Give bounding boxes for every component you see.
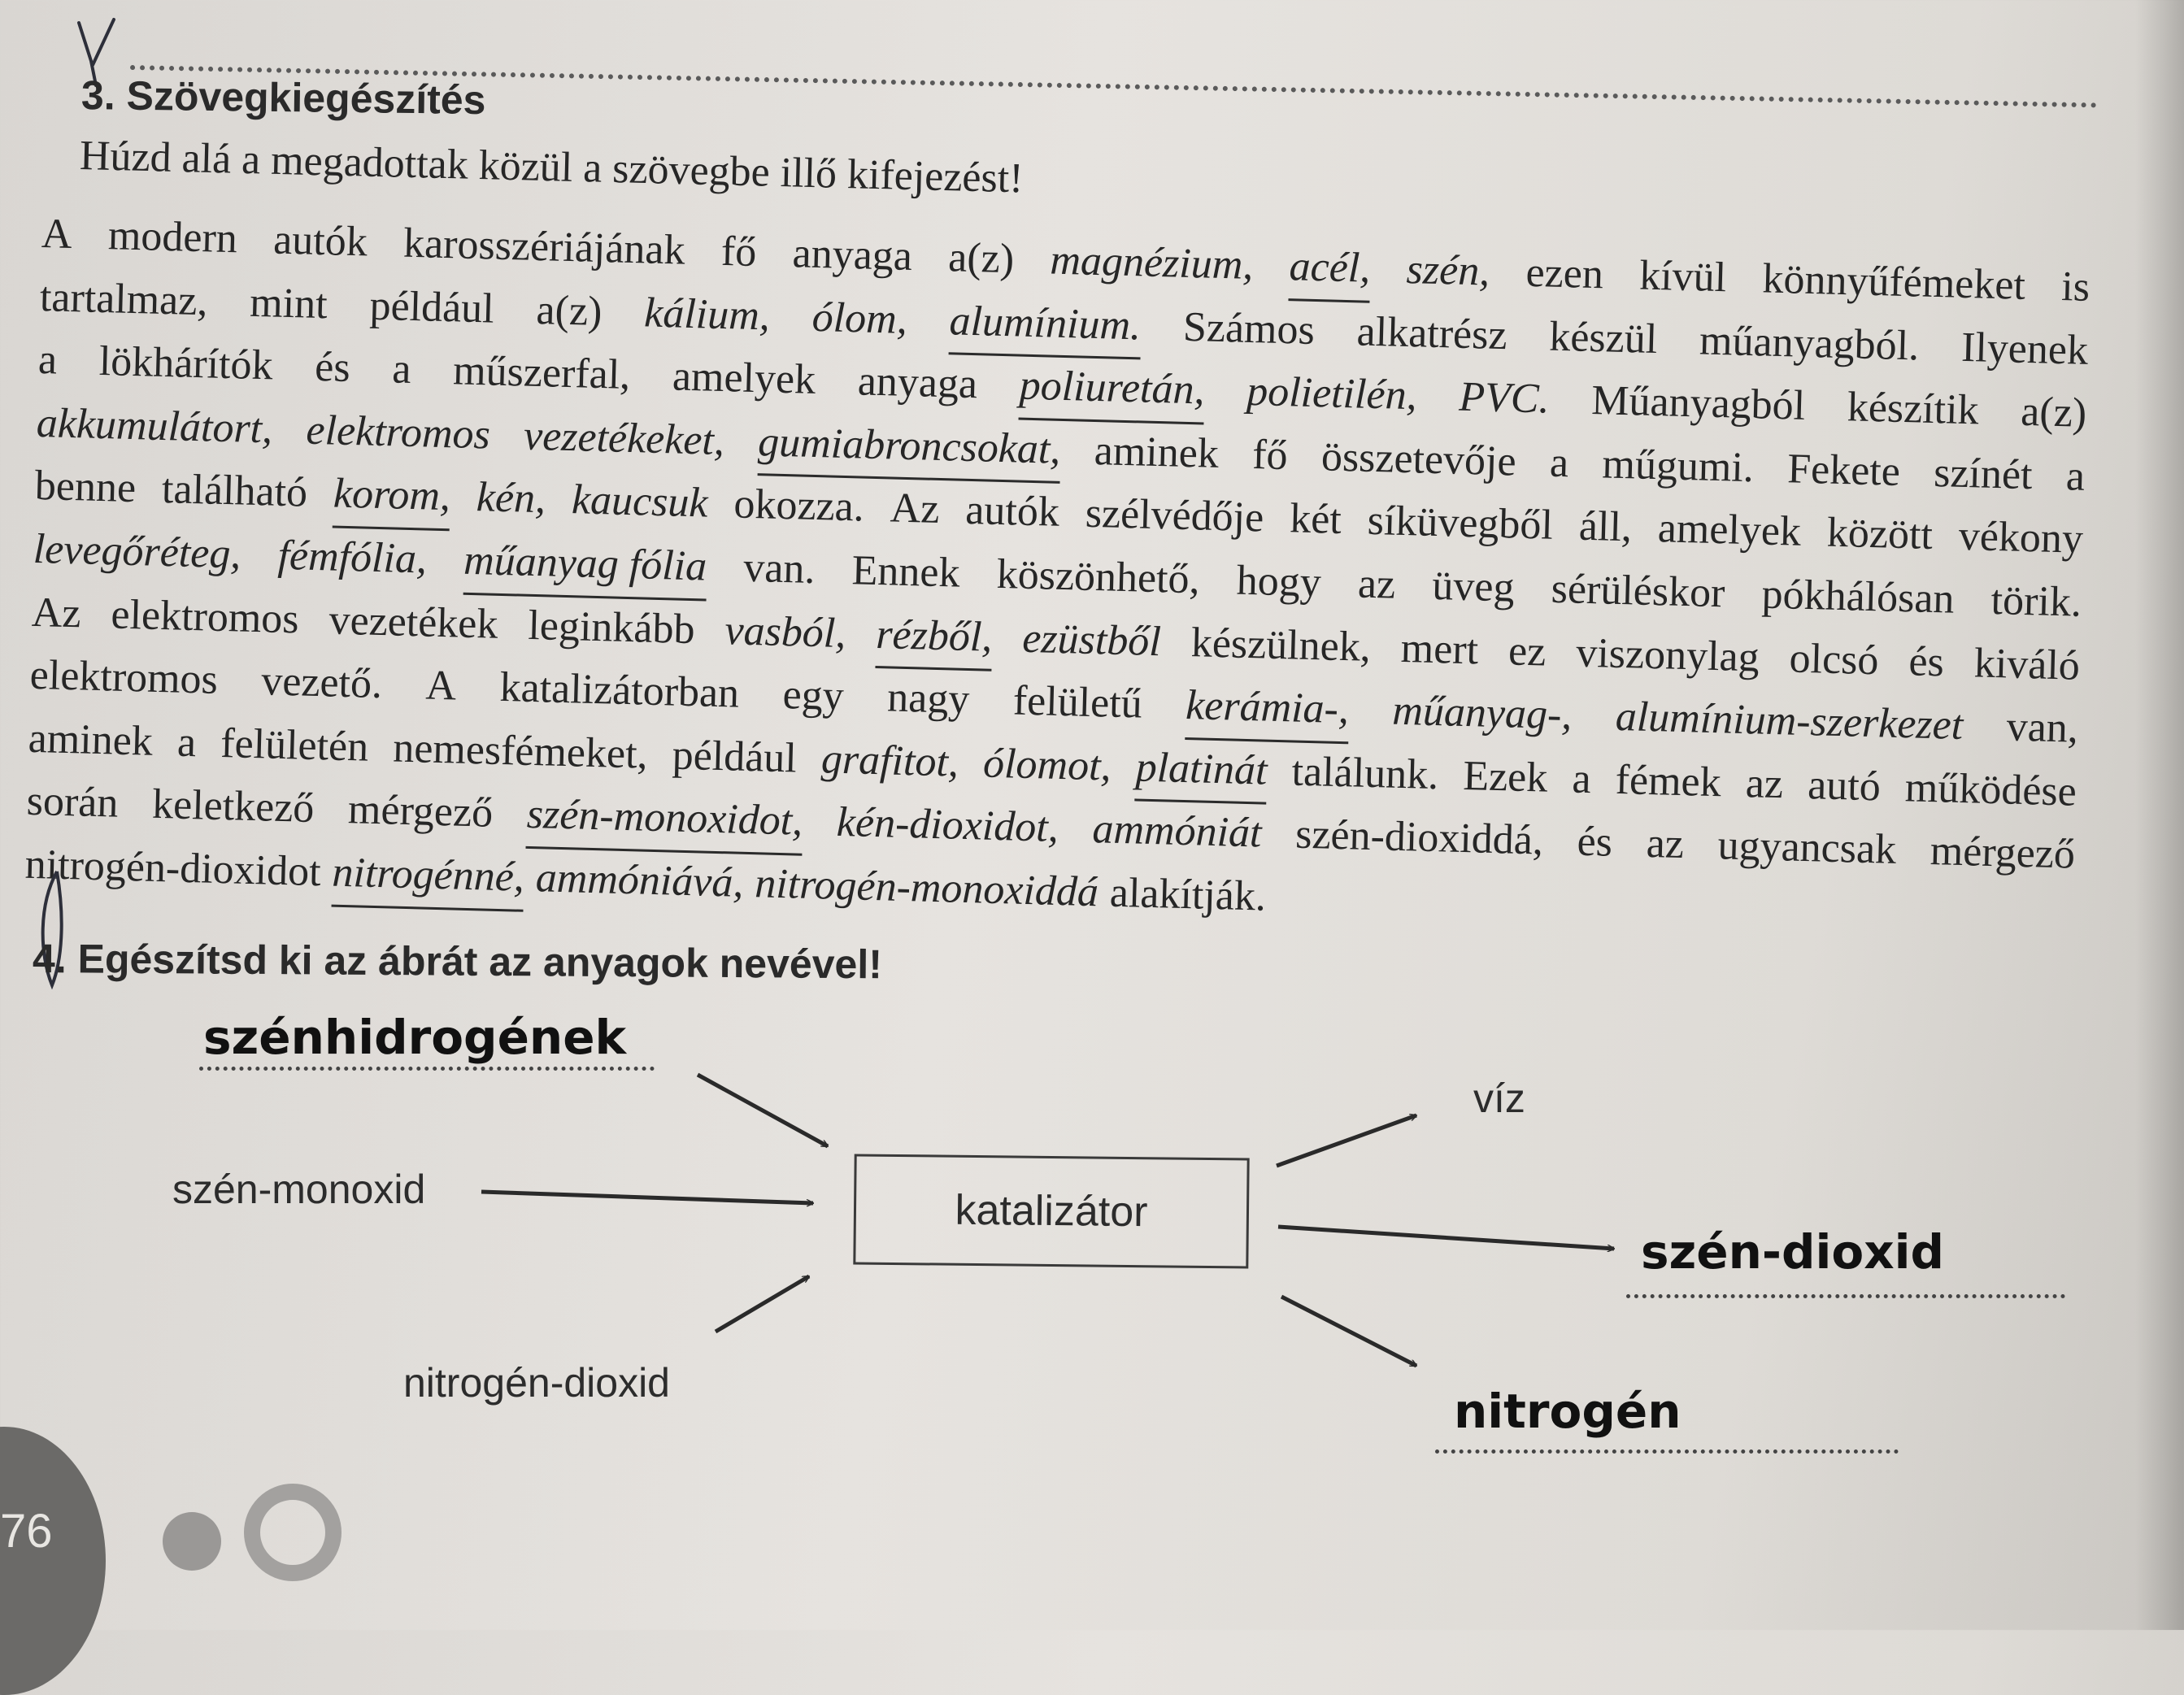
word: mérgező <box>347 786 494 837</box>
word: karosszériájának <box>402 219 686 274</box>
word: elektromos <box>110 590 300 642</box>
word: pókhálósan <box>1760 571 1956 623</box>
word: ez <box>1507 627 1547 676</box>
word: két <box>1289 495 1342 544</box>
word: a <box>2065 453 2086 500</box>
word: elektromos <box>29 651 219 703</box>
word: Ilyenek <box>1960 324 2089 374</box>
underlined-answer: alumínium. <box>949 292 1142 360</box>
input-label-bottom: nitrogén-dioxid <box>403 1360 670 1406</box>
choice-option: kén, <box>476 474 546 523</box>
catalyst-label: katalizátor <box>955 1186 1148 1236</box>
word: okozza. <box>733 480 865 531</box>
handwritten-output-bottom: nitrogén <box>1454 1384 1682 1439</box>
task-3-title: 3. Szövegkiegészítés <box>80 72 486 124</box>
word: Számos <box>1182 303 1316 354</box>
word: anyaga <box>791 230 913 280</box>
word: Az <box>889 485 941 533</box>
word: autók <box>964 487 1060 537</box>
word: fémek <box>1615 756 1722 806</box>
word: a <box>1571 755 1592 802</box>
word: az <box>1357 560 1396 608</box>
word: fő <box>720 228 758 276</box>
word: síküvegből <box>1367 498 1554 550</box>
word: aminek <box>28 715 154 765</box>
word: például <box>368 282 495 332</box>
word: a(z) <box>947 234 1015 283</box>
choice-option: kálium, <box>643 289 771 340</box>
word: kívül <box>1638 252 1727 302</box>
arrow-top-output <box>1277 1115 1416 1166</box>
word: sérüléskor <box>1551 565 1726 617</box>
arrow-middle-input <box>481 1192 813 1203</box>
word: szélvédője <box>1085 490 1264 541</box>
task-4-title: 4. Egészítsd ki az ábrát az anyagok nevével! <box>32 936 883 988</box>
underlined-answer: acél, <box>1289 237 1372 302</box>
word: mert <box>1400 624 1479 673</box>
word: Az <box>31 589 82 637</box>
word: mint <box>249 279 328 328</box>
word: szén-dioxiddá, <box>1294 811 1544 864</box>
word: vezetékek <box>328 596 499 648</box>
word: van. <box>742 544 816 593</box>
word: van, <box>2006 703 2079 752</box>
choice-option: fémfólia, <box>276 532 428 583</box>
word: és <box>1908 637 1945 685</box>
word: hogy <box>1236 557 1322 606</box>
underlined-answer: kerámia-, <box>1185 676 1350 744</box>
arrow-bottom-output <box>1281 1297 1416 1366</box>
word: törik. <box>1990 576 2082 626</box>
word: nagy <box>886 674 971 724</box>
word: a(z) <box>535 286 603 335</box>
word: is <box>2060 263 2090 311</box>
choice-option: grafitot, <box>820 736 959 786</box>
choice-option: ólomot, <box>982 740 1112 790</box>
choice-option: alumínium-szerkezet <box>1615 693 1964 750</box>
word: során <box>26 778 120 828</box>
word: összetevője <box>1320 433 1517 485</box>
word: készülnek, <box>1190 619 1372 671</box>
decorative-ring <box>244 1484 342 1581</box>
word: műszerfal, <box>452 347 631 399</box>
underlined-answer: rézből, <box>875 606 993 671</box>
word: A <box>424 662 457 710</box>
underlined-answer: korom, <box>333 465 451 531</box>
handwritten-input-top: szénhidrogének <box>203 1010 627 1065</box>
word: műanyagból. <box>1699 317 1920 370</box>
word: műgumi. <box>1601 441 1755 491</box>
choice-option: levegőréteg, <box>33 525 242 578</box>
choice-option: nitrogén-monoxiddá <box>754 860 1099 916</box>
underlined-answer: platinát <box>1135 738 1268 805</box>
word: amelyek <box>672 353 816 404</box>
word: nemesfémeket, <box>392 724 649 778</box>
word: Fekete <box>1786 445 1901 495</box>
word: a <box>1549 439 1569 487</box>
word: és <box>1576 819 1613 867</box>
word: nitrogén-dioxidot <box>24 841 322 896</box>
choice-option: ammóniává, <box>535 854 745 906</box>
word: az <box>1646 820 1685 868</box>
choice-option: szén, <box>1405 246 1490 295</box>
choice-option: vasból, <box>724 606 847 657</box>
word: Műanyagból <box>1590 377 1806 430</box>
word: a <box>176 719 197 766</box>
arrow-bottom-input <box>716 1276 809 1332</box>
word: készítik <box>1847 384 1980 434</box>
word: áll, <box>1578 502 1633 551</box>
choice-option: ammóniát <box>1091 806 1263 857</box>
word: lökhárítók <box>98 338 274 389</box>
word: között <box>1826 509 1934 559</box>
word: színét <box>1933 449 2034 498</box>
word: fő <box>1251 431 1289 479</box>
underlined-answer: szén-monoxidot, <box>526 785 803 855</box>
underlined-answer: poliuretán, <box>1019 357 1206 425</box>
word: Ezek <box>1462 752 1549 802</box>
choice-option: ólom, <box>811 293 908 343</box>
choice-option: vezetékeket, <box>523 412 725 464</box>
choice-option: kén-dioxidot, <box>836 799 1059 852</box>
word: vezető. <box>260 658 383 708</box>
word: a(z) <box>2020 388 2087 437</box>
word: olcsó <box>1788 635 1880 684</box>
choice-option: elektromos <box>305 406 491 459</box>
word: az <box>1745 759 1784 808</box>
handwritten-output-middle: szén-dioxid <box>1641 1224 1945 1280</box>
word: anyaga <box>857 358 978 408</box>
word: benne <box>34 463 137 512</box>
word: vékony <box>1958 513 2084 563</box>
word: modern <box>107 212 238 263</box>
word: leginkább <box>527 602 696 653</box>
word: alakítják. <box>1109 869 1267 920</box>
arrow-top-input <box>698 1075 828 1146</box>
word: üveg <box>1431 562 1516 611</box>
word: ezen <box>1525 249 1604 298</box>
underlined-answer: nitrogénné, <box>331 844 524 912</box>
word: autó <box>1807 761 1882 811</box>
word: kiváló <box>1973 639 2081 689</box>
word: könnyűfémeket <box>1761 255 2026 309</box>
word: a <box>37 337 58 384</box>
word: és <box>314 344 351 392</box>
word: amelyek <box>1657 505 1802 556</box>
choice-option: akkumulátort, <box>36 399 273 453</box>
underlined-answer: műanyag fólia <box>463 532 707 601</box>
word: keletkező <box>151 781 315 832</box>
page-number: 76 <box>0 1505 53 1558</box>
word: felületén <box>220 719 369 771</box>
word: viszonylag <box>1575 629 1760 681</box>
word: a <box>391 346 412 393</box>
word: katalizátorban <box>498 664 740 717</box>
choice-option: PVC. <box>1458 373 1551 423</box>
decorative-dot <box>163 1512 221 1571</box>
word: egy <box>781 671 845 720</box>
choice-option: polietilén, <box>1246 368 1418 419</box>
word: felületű <box>1012 677 1143 728</box>
choice-option: kaucsuk <box>571 476 709 527</box>
word: tartalmaz, <box>39 273 209 324</box>
word: A <box>41 210 73 258</box>
task-3-instruction: Húzd alá a megadottak közül a szövegbe illő kifejezést! <box>79 133 1025 202</box>
word: található <box>161 466 308 517</box>
word: készül <box>1548 313 1658 363</box>
word: mérgező <box>1929 828 2076 879</box>
word: alkatrész <box>1356 307 1508 359</box>
word: működése <box>1904 763 2077 815</box>
choice-option: műanyag-, <box>1391 687 1573 739</box>
word: autók <box>272 216 368 266</box>
input-label-middle: szén-monoxid <box>172 1167 426 1212</box>
arrow-middle-output <box>1278 1227 1614 1249</box>
choice-option: magnézium, <box>1049 237 1255 289</box>
output-label-top: víz <box>1473 1076 1525 1121</box>
underlined-answer: gumiabroncsokat, <box>757 413 1061 484</box>
word: ugyancsak <box>1716 822 1897 874</box>
word: találunk. <box>1290 748 1439 798</box>
word: aminek <box>1094 427 1220 477</box>
choice-option: ezüstből <box>1021 615 1162 665</box>
word: köszönhető, <box>996 550 1201 603</box>
word: Ennek <box>851 547 961 597</box>
word: például <box>672 732 798 782</box>
